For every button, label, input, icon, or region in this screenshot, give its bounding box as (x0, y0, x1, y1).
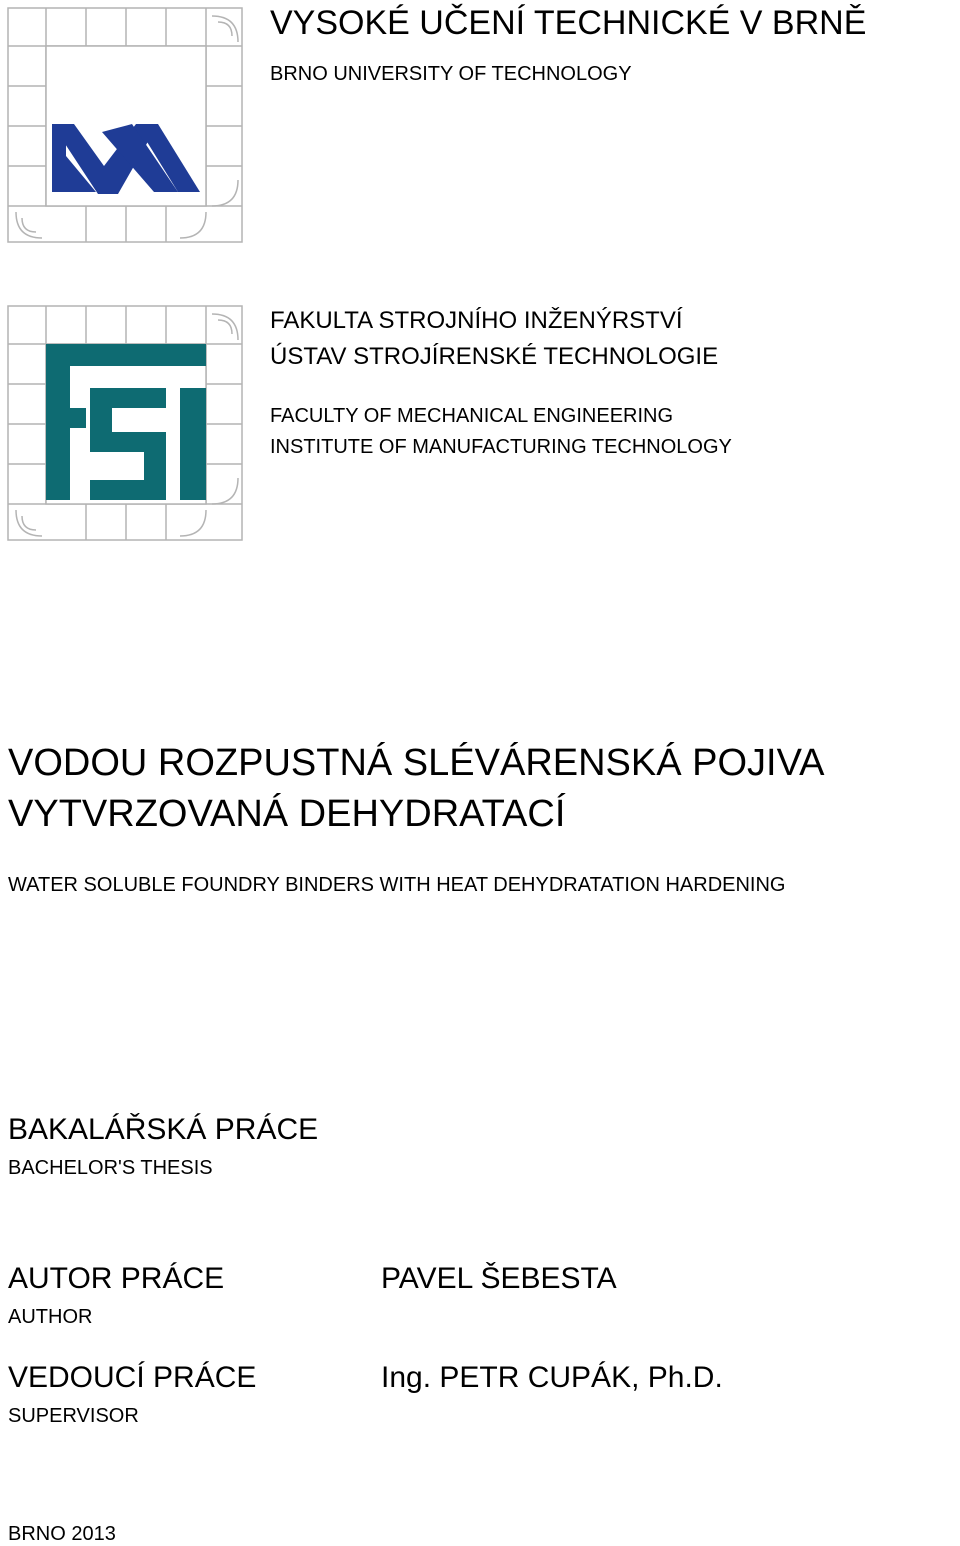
supervisor-label-en: SUPERVISOR (8, 1405, 139, 1427)
university-name-en: BRNO UNIVERSITY OF TECHNOLOGY (270, 63, 632, 85)
fsi-logo (6, 304, 244, 542)
thesis-type-cz: BAKALÁŘSKÁ PRÁCE (8, 1113, 319, 1146)
thesis-title-cz-line2: VYTVRZOVANÁ DEHYDRATACÍ (8, 793, 566, 835)
university-name-cz: VYSOKÉ UČENÍ TECHNICKÉ V BRNĚ (270, 4, 867, 42)
institute-name-en: INSTITUTE OF MANUFACTURING TECHNOLOGY (270, 436, 732, 458)
supervisor-name: Ing. PETR CUPÁK, Ph.D. (381, 1361, 723, 1394)
thesis-type-en: BACHELOR'S THESIS (8, 1157, 213, 1179)
city-year: BRNO 2013 (8, 1523, 116, 1545)
author-name: PAVEL ŠEBESTA (381, 1262, 617, 1295)
thesis-title-en: WATER SOLUBLE FOUNDRY BINDERS WITH HEAT DEHYDRATATION HARDENING (8, 874, 786, 896)
faculty-name-en: FACULTY OF MECHANICAL ENGINEERING (270, 405, 674, 427)
supervisor-label-cz: VEDOUCÍ PRÁCE (8, 1361, 257, 1394)
vut-logo (6, 6, 244, 244)
author-label-cz: AUTOR PRÁCE (8, 1262, 225, 1295)
institute-name-cz: ÚSTAV STROJÍRENSKÉ TECHNOLOGIE (270, 343, 719, 370)
author-label-en: AUTHOR (8, 1306, 93, 1328)
thesis-title-cz-line1: VODOU ROZPUSTNÁ SLÉVÁRENSKÁ POJIVA (8, 742, 825, 784)
faculty-name-cz: FAKULTA STROJNÍHO INŽENÝRSTVÍ (270, 307, 683, 334)
